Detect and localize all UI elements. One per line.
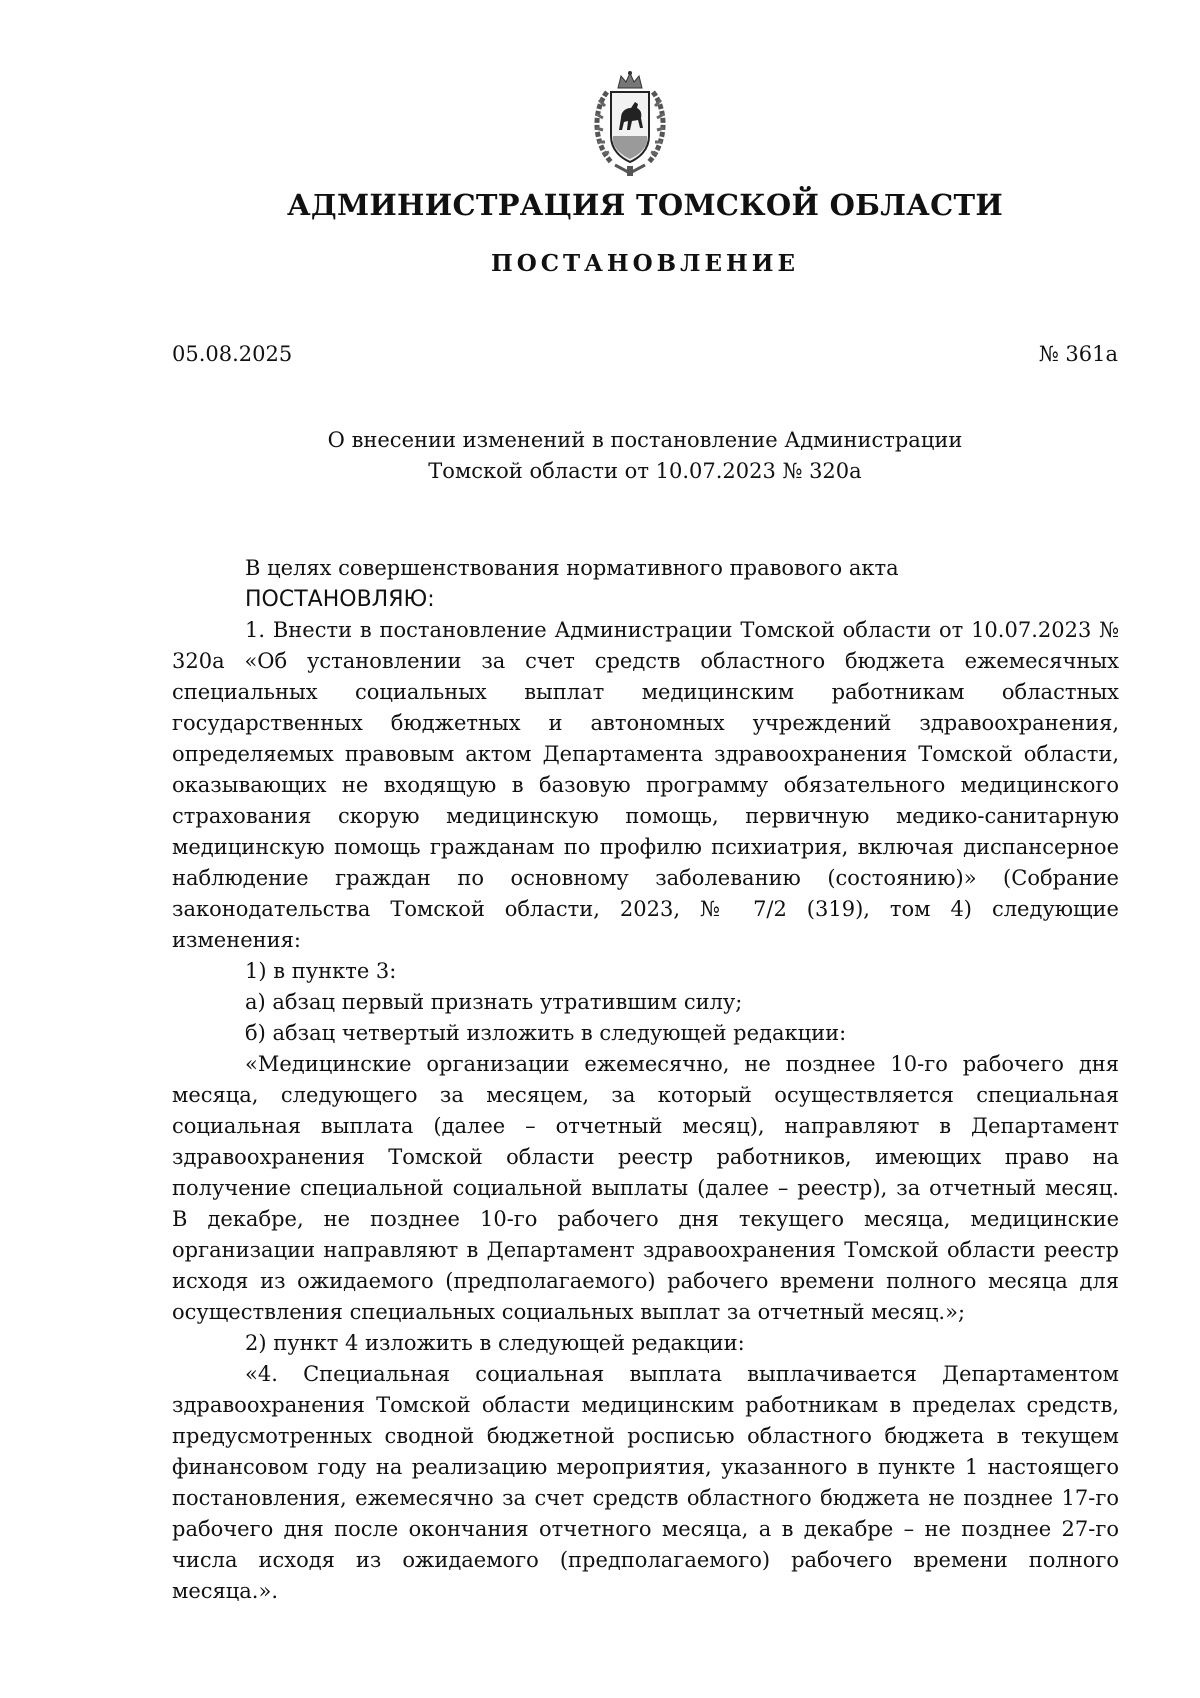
subject-line-1: О внесении изменений в постановление Администрации <box>327 428 963 452</box>
subitem-1-paragraph: 1) в пункте 3: <box>245 959 397 983</box>
document-type: ПОСТАНОВЛЕНИЕ <box>491 250 799 277</box>
subitem-1b-paragraph: б) абзац четвертый изложить в следующей редакции: <box>245 1021 847 1045</box>
coat-of-arms-icon <box>585 70 675 180</box>
intro-paragraph: В целях совершенствования нормативного правового акта <box>245 556 899 580</box>
document-body <box>172 553 1119 1607</box>
item-1-paragraph: 1. Внести в постановление Администрации Томской области от 10.07.2023 № 320а «Об установлении за счет средств областного бюджета ежемесячных специальных социальных выплат медицинским работникам областных государственных бюджетных и автономных учреждений здравоохранения, определяемых правовым актом Департамента здравоохранения Томской области, оказывающих не входящую в базовую программу обязательного медицинского страхования скорую медицинскую помощь, первичную медико-санитарную медицинскую помощь гражданам по профилю психиатрия, включая диспансерное наблюдение граждан по основному заболеванию (состоянию)» (Собрание законодательства Томской области, 2023, № 7/2 (319), том 4) следующие изменения: <box>172 618 1119 952</box>
subject-line-2: Томской области от 10.07.2023 № 320а <box>428 459 862 483</box>
subitem-2-paragraph: 2) пункт 4 изложить в следующей редакции: <box>245 1331 745 1355</box>
document-subject <box>0 425 1200 487</box>
subitem-1a-paragraph: а) абзац первый признать утратившим силу; <box>245 990 743 1014</box>
decree-word: ПОСТАНОВЛЯЮ: <box>245 587 435 612</box>
document-number: № 361а <box>1038 342 1118 366</box>
organization-name: АДМИНИСТРАЦИЯ ТОМСКОЙ ОБЛАСТИ <box>286 188 1004 222</box>
quote-1-paragraph: «Медицинские организации ежемесячно, не позднее 10-го рабочего дня месяца, следующего за месяцем, за который осуществляется специальная социальная выплата (далее – отчетный месяц), направляют в Департамент здравоохранения Томской области реестр работников, имеющих право на получение специальной социальной выплаты (далее – реестр), за отчетный месяц. В декабре, не позднее 10-го рабочего дня текущего месяца, медицинские организации направляют в Департамент здравоохранения Томской области реестр исходя из ожидаемого (предполагаемого) рабочего времени полного месяца для осуществления специальных социальных выплат за отчетный месяц.»; <box>172 1052 1119 1324</box>
quote-2-paragraph: «4. Специальная социальная выплата выплачивается Департаментом здравоохранения Томской области медицинским работникам в пределах средств, предусмотренных сводной бюджетной росписью областного бюджета в текущем финансовом году на реализацию мероприятия, указанного в пункте 1 настоящего постановления, ежемесячно за счет средств областного бюджета не позднее 17-го рабочего дня после окончания отчетного месяца, а в декабре – не позднее 27-го числа исходя из ожидаемого (предполагаемого) рабочего времени полного месяца.». <box>172 1362 1119 1603</box>
document-date: 05.08.2025 <box>172 342 293 366</box>
